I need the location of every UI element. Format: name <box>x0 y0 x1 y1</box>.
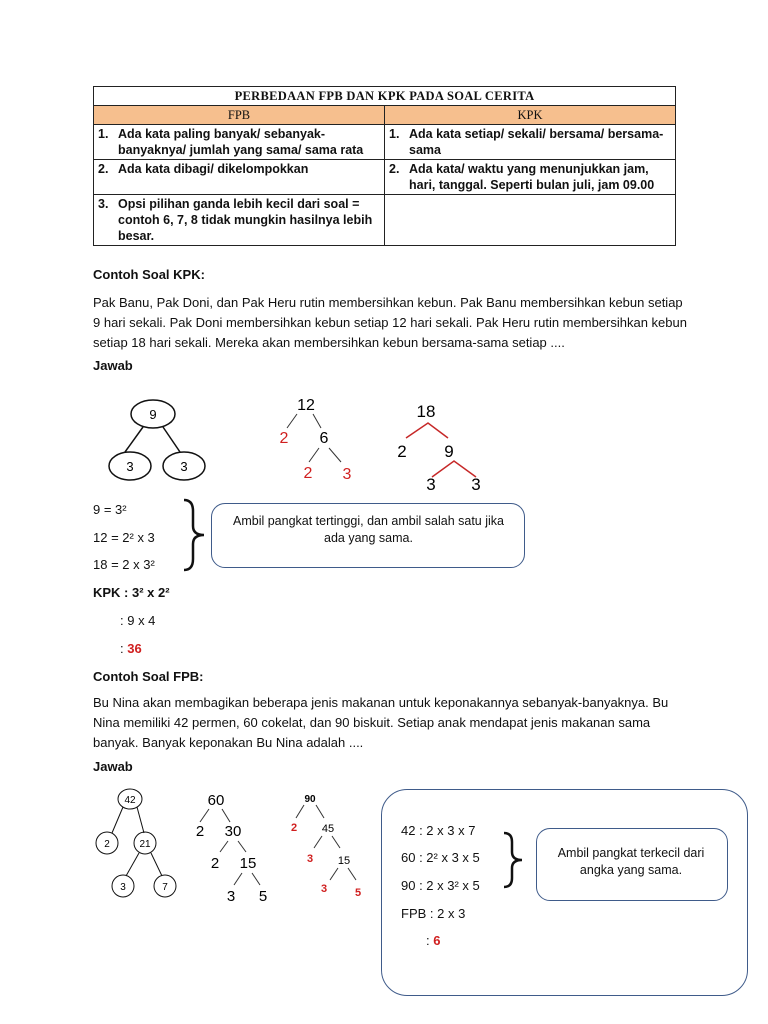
fpb-jawab: Jawab <box>93 759 133 774</box>
tree60-f: 5 <box>258 888 268 905</box>
col-header-fpb: FPB <box>94 106 385 125</box>
comparison-table <box>93 86 676 246</box>
tree60-e: 3 <box>226 888 236 905</box>
tree90-b: 45 <box>321 823 335 835</box>
fpb-heading: Contoh Soal FPB: <box>93 669 204 684</box>
tree60-c: 2 <box>210 855 220 872</box>
table-row <box>94 125 676 160</box>
table-row <box>94 160 676 195</box>
brace-icon <box>180 497 210 573</box>
tree-90 <box>291 794 361 899</box>
tree60-d: 15 <box>239 855 257 872</box>
tree18-c: 3 <box>426 475 436 492</box>
tree9-root: 9 <box>149 407 157 422</box>
table-title: PERBEDAAN FPB DAN KPK PADA SOAL CERITA <box>94 87 676 106</box>
tree90-e: 3 <box>320 883 328 895</box>
tree-12 <box>280 397 352 483</box>
fpb-answer: 6 <box>433 933 441 948</box>
kpk-jawab: Jawab <box>93 358 133 373</box>
tree12-root: 12 <box>297 397 315 414</box>
tree42-c: 3 <box>120 882 126 893</box>
fpb-cell: Ada kata dibagi/ dikelompokkan <box>118 162 309 176</box>
row-number: 3. <box>98 197 109 211</box>
col-header-kpk: KPK <box>385 106 676 125</box>
fpb-factor-1: 42 : 2 x 3 x 7 <box>401 823 476 838</box>
row-number: 1. <box>389 127 400 141</box>
answer-prefix: : <box>120 641 124 656</box>
row-number: 2. <box>389 162 400 176</box>
tree42-b: 21 <box>139 839 151 850</box>
fpb-answer-line <box>426 933 440 948</box>
row-number: 2. <box>98 162 109 176</box>
tree12-b: 6 <box>319 430 329 447</box>
table-row <box>94 195 676 246</box>
fpb-result-line: FPB : 2 x 3 <box>401 906 466 921</box>
tree90-d: 15 <box>337 855 351 867</box>
tree90-root: 90 <box>304 794 316 805</box>
factor-trees-fpb <box>90 785 380 910</box>
kpk-problem: Pak Banu, Pak Doni, dan Pak Heru rutin membersihkan kebun. Pak Banu membersihkan kebun setiap 9 hari sekali. Pak Doni membersihkan kebun setiap 12 hari sekali. Pak Heru rutin membersihkan kebun setiap 18 hari sekali. Mereka akan membersihkan kebun bersama-sama setiap .... <box>93 295 687 350</box>
kpk-factor-3: 18 = 2 x 3² <box>93 557 155 572</box>
fpb-note: Ambil pangkat terkecil dari angka yang sama. <box>557 846 705 877</box>
fpb-problem: Bu Nina akan membagikan beberapa jenis makanan untuk keponakannya sebanyak-banyaknya. Bu Nina memiliki 42 permen, 60 cokelat, dan 90 biskuit. Setiap anak mendapat jenis makanan sama banyak. Banyak keponakan Bu Nina adalah .... <box>93 695 669 750</box>
fpb-factor-3: 90 : 2 x 3² x 5 <box>401 878 480 893</box>
kpk-answer: 36 <box>127 641 142 656</box>
kpk-note: Ambil pangkat tertinggi, dan ambil salah satu jika ada yang sama. <box>233 514 504 545</box>
kpk-factor-2: 12 = 2² x 3 <box>93 530 155 545</box>
kpk-answer-line <box>120 641 142 656</box>
kpk-step: : 9 x 4 <box>120 613 156 628</box>
tree-18 <box>397 402 480 492</box>
factor-trees-kpk <box>95 392 495 492</box>
tree-60 <box>196 792 267 905</box>
tree18-a: 2 <box>397 442 407 461</box>
tree18-b: 9 <box>444 442 454 461</box>
tree90-a: 2 <box>290 822 298 834</box>
tree90-f: 5 <box>354 887 362 899</box>
kpk-heading: Contoh Soal KPK: <box>93 267 205 282</box>
tree42-root: 42 <box>124 795 136 806</box>
tree9-right: 3 <box>180 459 188 474</box>
tree42-a: 2 <box>104 839 110 850</box>
tree90-c: 3 <box>306 853 314 865</box>
tree60-b: 30 <box>224 823 242 840</box>
brace-icon <box>500 830 530 890</box>
tree12-d: 3 <box>342 466 352 483</box>
kpk-result-line: KPK : 3² x 2² <box>93 585 170 600</box>
tree-9 <box>109 400 205 480</box>
fpb-factor-2: 60 : 2² x 3 x 5 <box>401 850 480 865</box>
fpb-cell: Opsi pilihan ganda lebih kecil dari soal = contoh 6, 7, 8 tidak mungkin hasilnya lebih besar. <box>118 197 373 243</box>
kpk-cell: Ada kata setiap/ sekali/ bersama/ bersama-sama <box>409 127 664 157</box>
tree42-d: 7 <box>162 882 168 893</box>
tree18-d: 3 <box>471 475 481 492</box>
answer-prefix: : <box>426 933 430 948</box>
row-number: 1. <box>98 127 109 141</box>
tree12-a: 2 <box>279 430 289 447</box>
tree60-a: 2 <box>195 823 205 840</box>
tree9-left: 3 <box>126 459 134 474</box>
tree18-root: 18 <box>416 402 436 421</box>
tree-42 <box>96 789 176 897</box>
fpb-cell: Ada kata paling banyak/ sebanyak-banyaknya/ jumlah yang sama/ sama rata <box>118 127 364 157</box>
tree12-c: 2 <box>303 465 313 482</box>
tree60-root: 60 <box>207 792 225 809</box>
kpk-cell: Ada kata/ waktu yang menunjukkan jam, hari, tanggal. Seperti bulan juli, jam 09.00 <box>409 162 655 192</box>
kpk-factor-1: 9 = 3² <box>93 502 127 517</box>
